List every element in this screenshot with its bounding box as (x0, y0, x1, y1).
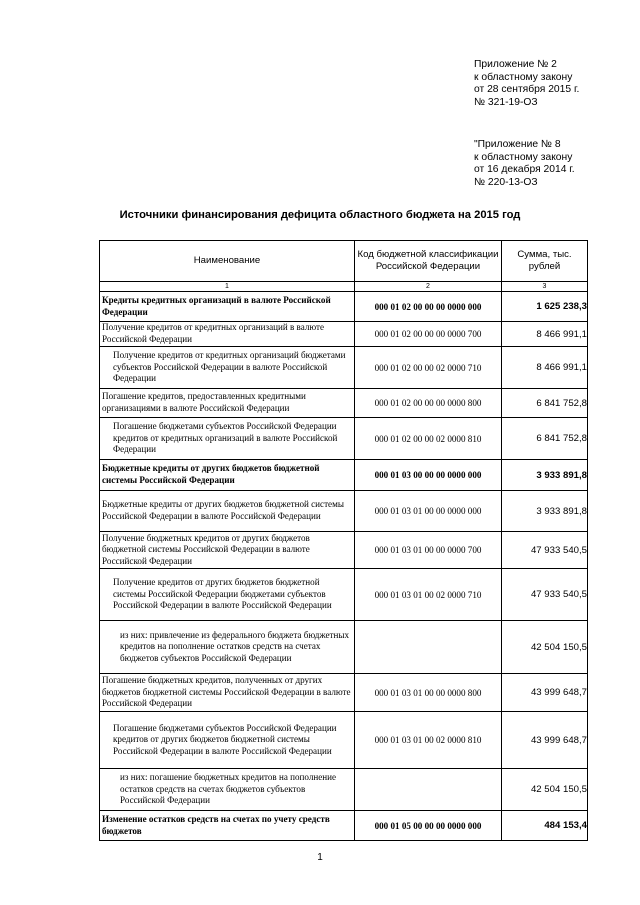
row-amount: 42 504 150,5 (502, 621, 588, 674)
row-name: из них: погашение бюджетных кредитов на пополнение остатков средств на счетах бюджетов субъектов Российской Федерации (100, 769, 355, 811)
row-amount: 42 504 150,5 (502, 769, 588, 811)
appendix-current-block (474, 59, 579, 109)
row-name: Получение кредитов от других бюджетов бюджетной системы Российской Федерации бюджетами субъектов Российской Федерации в валюте Российской Федерации (100, 569, 355, 621)
row-code: 000 01 02 00 00 02 0000 810 (355, 418, 502, 460)
row-name: Кредиты кредитных организаций в валюте Российской Федерации (100, 292, 355, 322)
header-amount: Сумма, тыс. рублей (502, 241, 588, 282)
row-amount: 8 466 991,1 (502, 322, 588, 347)
row-name: Погашение бюджетами субъектов Российской Федерации кредитов от кредитных организаций в валюте Российской Федерации (100, 418, 355, 460)
row-code: 000 01 02 00 00 02 0000 710 (355, 347, 502, 389)
row-name: Погашение бюджетных кредитов, полученных от других бюджетов бюджетной системы Российской Федерации в валюте Российской Федерации (100, 674, 355, 712)
row-name: Получение кредитов от кредитных организаций бюджетами субъектов Российской Федерации в валюте Российской Федерации (100, 347, 355, 389)
table-row (100, 347, 588, 389)
appendix-previous-block (474, 139, 575, 189)
row-name: Изменение остатков средств на счетах по учету средств бюджетов (100, 811, 355, 841)
header-code: Код бюджетной классификации Российской Федерации (355, 241, 502, 282)
appendix-current-line: Приложение № 2 (474, 59, 557, 70)
row-code: 000 01 03 00 00 00 0000 000 (355, 460, 502, 491)
row-name: Бюджетные кредиты от других бюджетов бюджетной системы Российской Федерации в валюте Российской Федерации (100, 491, 355, 532)
row-amount: 3 933 891,8 (502, 491, 588, 532)
table-row (100, 460, 588, 491)
row-code: 000 01 03 01 00 00 0000 000 (355, 491, 502, 532)
table-row (100, 569, 588, 621)
table-row (100, 292, 588, 322)
document-title: Источники финансирования дефицита областного бюджета на 2015 год (119, 209, 521, 221)
row-amount: 484 153,4 (502, 811, 588, 841)
table-row (100, 532, 588, 569)
table-row (100, 712, 588, 769)
row-amount: 1 625 238,3 (502, 292, 588, 322)
row-code: 000 01 03 01 00 02 0000 810 (355, 712, 502, 769)
row-code (355, 621, 502, 674)
column-number: 3 (502, 282, 588, 292)
table-row (100, 811, 588, 841)
row-name: Бюджетные кредиты от других бюджетов бюджетной системы Российской Федерации (100, 460, 355, 491)
column-number-row (100, 282, 588, 292)
appendix-current-line: от 28 сентября 2015 г. (474, 84, 580, 96)
table-row (100, 389, 588, 418)
row-code: 000 01 02 00 00 00 0000 800 (355, 389, 502, 418)
row-amount: 47 933 540,5 (502, 532, 588, 569)
row-code (355, 769, 502, 811)
row-amount: 43 999 648,7 (502, 712, 588, 769)
row-amount: 43 999 648,7 (502, 674, 588, 712)
table-row (100, 769, 588, 811)
row-amount: 6 841 752,8 (502, 418, 588, 460)
row-code: 000 01 03 01 00 02 0000 710 (355, 569, 502, 621)
row-name: из них: привлечение из федерального бюджета бюджетных кредитов на пополнение остатков средств на счетах бюджетов субъектов Российской Федерации (100, 621, 355, 674)
table-row (100, 674, 588, 712)
appendix-previous-line: "Приложение № 8 (474, 139, 561, 150)
column-number: 1 (100, 282, 355, 292)
financing-sources-table (99, 240, 588, 841)
row-amount: 47 933 540,5 (502, 569, 588, 621)
table-row (100, 322, 588, 347)
row-code: 000 01 02 00 00 00 0000 000 (355, 292, 502, 322)
appendix-previous-line: № 220-13-ОЗ (474, 176, 538, 188)
table-row (100, 491, 588, 532)
row-name: Погашение кредитов, предоставленных кредитными организациями в валюте Российской Федерации (100, 389, 355, 418)
table-row (100, 621, 588, 674)
table-row (100, 418, 588, 460)
appendix-current-line: к областному закону (474, 71, 573, 83)
row-amount: 6 841 752,8 (502, 389, 588, 418)
row-code: 000 01 02 00 00 00 0000 700 (355, 322, 502, 347)
row-code: 000 01 05 00 00 00 0000 000 (355, 811, 502, 841)
row-name: Погашение бюджетами субъектов Российской Федерации кредитов от других бюджетов бюджетной системы Российской Федерации в валюте Российской Федерации (100, 712, 355, 769)
page-number: 1 (317, 852, 323, 863)
row-amount: 8 466 991,1 (502, 347, 588, 389)
header-name: Наименование (100, 241, 355, 282)
row-code: 000 01 03 01 00 00 0000 800 (355, 674, 502, 712)
row-code: 000 01 03 01 00 00 0000 700 (355, 532, 502, 569)
column-number: 2 (355, 282, 502, 292)
table-header-row (100, 241, 588, 282)
appendix-previous-line: к областному закону (474, 151, 573, 163)
row-amount: 3 933 891,8 (502, 460, 588, 491)
row-name: Получение бюджетных кредитов от других бюджетов бюджетной системы Российской Федерации в валюте Российской Федерации (100, 532, 355, 569)
appendix-previous-line: от 16 декабря 2014 г. (474, 164, 575, 176)
row-name: Получение кредитов от кредитных организаций в валюте Российской Федерации (100, 322, 355, 347)
appendix-current-line: № 321-19-ОЗ (474, 96, 538, 108)
